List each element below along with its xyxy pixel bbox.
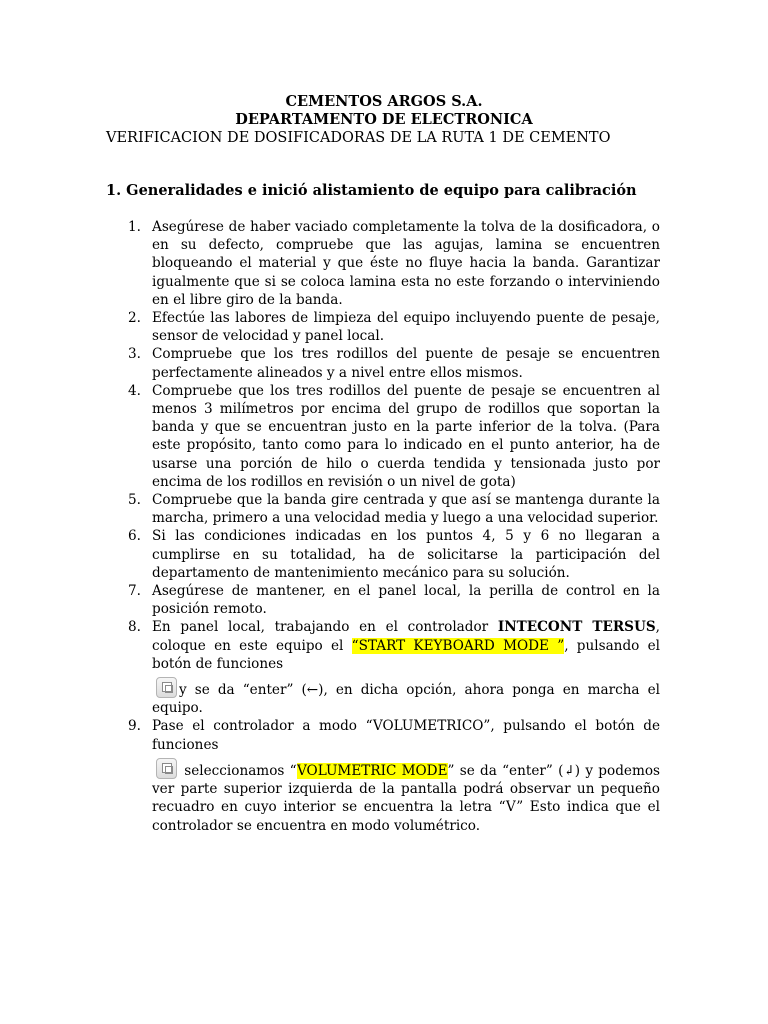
procedure-list bbox=[106, 218, 660, 835]
item-text: , coloque en este equipo el bbox=[152, 619, 660, 654]
controller-name: INTECONT TERSUS bbox=[497, 619, 656, 636]
item-number: 2. bbox=[128, 310, 141, 327]
item-text: , pulsando el botón de funciones bbox=[152, 637, 660, 672]
item-number: 9. bbox=[128, 718, 141, 735]
item-text: Asegúrese de mantener, en el panel local, la perilla de control en la posición remoto. bbox=[152, 583, 660, 618]
section-heading: 1. Generalidades e inició alistamiento de equipo para calibración bbox=[106, 182, 637, 199]
item-number: 3. bbox=[128, 346, 141, 363]
company-name: CEMENTOS ARGOS S.A. bbox=[285, 93, 483, 110]
list-item bbox=[106, 618, 660, 717]
item-text: Compruebe que la banda gire centrada y que así se mantenga durante la marcha, primero a una velocidad media y luego a una velocidad superior. bbox=[152, 492, 660, 527]
item-text: Compruebe que los tres rodillos del puente de pesaje se encuentren al menos 3 milímetros por encima del grupo de rodillos que soportan la banda y que se encuentran justo en la parte inferior de la tolva. (Para este propósito, tanto como para lo indicado en el punto anterior, ha de usarse una porción de hilo o cuerda tendida y tensionada justo por encima de los rodillos en revisión o un nivel de gota) bbox=[152, 382, 660, 490]
department-name: DEPARTAMENTO DE ELECTRONICA bbox=[235, 111, 533, 128]
function-key-icon bbox=[156, 758, 177, 779]
list-item bbox=[106, 309, 660, 345]
list-item bbox=[106, 717, 660, 834]
item-text: Compruebe que los tres rodillos del puente de pesaje se encuentren perfectamente alineados y a nivel entre ellos mismos. bbox=[152, 346, 660, 381]
item-text: En panel local, trabajando en el controlador bbox=[152, 619, 498, 636]
document-subtitle: VERIFICACION DE DOSIFICADORAS DE LA RUTA 1 DE CEMENTO bbox=[106, 130, 611, 146]
list-item bbox=[106, 218, 660, 309]
item-text: Pase el controlador a modo “VOLUMETRICO”, pulsando el botón de funciones bbox=[152, 718, 660, 753]
item-number: 5. bbox=[128, 492, 141, 509]
item-number: 8. bbox=[128, 619, 141, 636]
list-item bbox=[106, 382, 660, 491]
highlighted-mode: VOLUMETRIC MODE bbox=[296, 762, 448, 779]
highlighted-mode: “START KEYBOARD MODE ” bbox=[351, 637, 565, 654]
function-key-icon bbox=[156, 677, 177, 698]
item-text: Efectúe las labores de limpieza del equipo incluyendo puente de pesaje, sensor de velocidad y panel local. bbox=[152, 310, 660, 345]
item-text: Asegúrese de haber vaciado completamente la tolva de la dosificadora, o en su defecto, compruebe que las agujas, lamina se encuentren bloqueando el material y que éste no fluye hacia la banda. Garantizar igualmente que si se coloca lamina esta no este forzando o interviniendo en el libre giro de la banda. bbox=[152, 219, 660, 308]
list-item bbox=[106, 345, 660, 381]
list-item bbox=[106, 527, 660, 582]
item-number: 7. bbox=[128, 583, 141, 600]
item-text: Si las condiciones indicadas en los puntos 4, 5 y 6 no llegaran a cumplirse en su totalidad, ha de solicitarse la participación del departamento de mantenimiento mecánico para su solución. bbox=[152, 528, 660, 581]
item-number: 6. bbox=[128, 528, 141, 545]
item-text: seleccionamos “ bbox=[179, 762, 297, 779]
item-text: y se da “enter” (←), en dicha opción, ahora ponga en marcha el equipo. bbox=[152, 682, 660, 717]
item-number: 4. bbox=[128, 382, 141, 399]
item-number: 1. bbox=[128, 219, 141, 235]
list-item bbox=[106, 582, 660, 618]
list-item bbox=[106, 491, 660, 527]
item-text: ” se da “enter” (↲) y podemos ver parte superior izquierda de la pantalla podrá observar un pequeño recuadro en cuyo interior se encuentra la letra “V” Esto indica que el controlador se encuentra en modo volumétrico. bbox=[152, 762, 660, 834]
